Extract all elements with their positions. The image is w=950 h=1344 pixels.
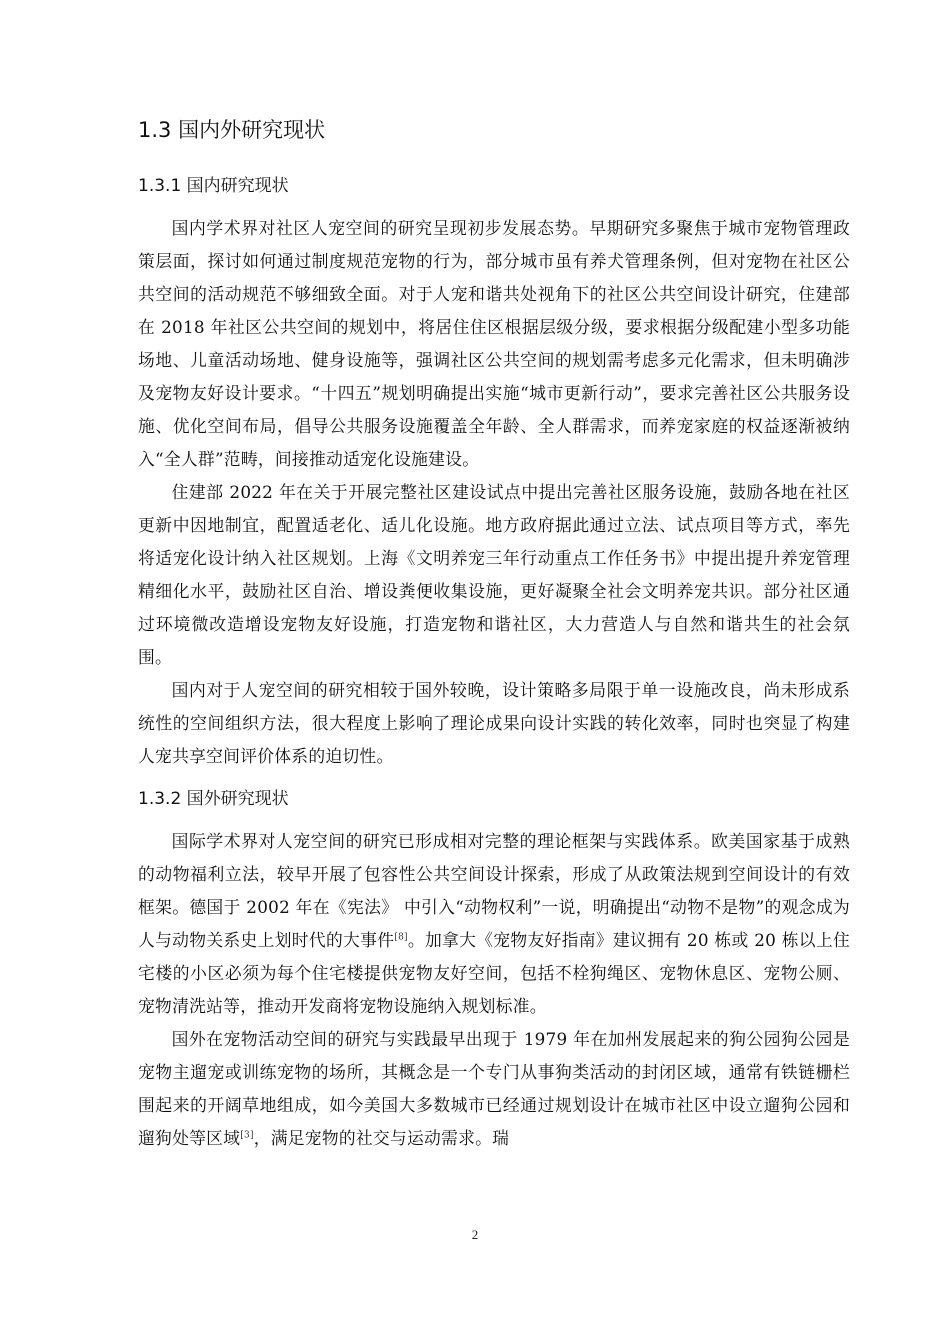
section-heading: 1.3 国内外研究现状 — [138, 118, 326, 142]
paragraph-text: 国际学术界对人宠空间的研究已形成相对完整的理论框架与实践体系。欧美国家基于成熟的动物福利立法，较早开展了包容性公共空间设计探索，形成了从政策法规到空间设计的有效框架。德国于 2002 年在《宪法》 中引入“动物权利”一说，明确提出“动物不是物”的观念成为人与动物关系史上划时代的大事件 — [138, 831, 850, 950]
citation-link[interactable]: [3] — [240, 1130, 254, 1141]
paragraph-text: ，满足宠物的社交与运动需求。瑞 — [253, 1128, 510, 1148]
paragraph-foreign-2 — [138, 1023, 850, 1155]
paragraph-foreign-1 — [138, 825, 850, 1023]
paragraph-domestic-2: 住建部 2022 年在关于开展完整社区建设试点中提出完善社区服务设施，鼓励各地在社区更新中因地制宜，配置适老化、适儿化设施。地方政府据此通过立法、试点项目等方式，率先将适宠化设计纳入社区规划。上海《文明养宠三年行动重点工作任务书》中提出提升养宠管理精细化水平，鼓励社区自治、增设粪便收集设施，更好凝聚全社会文明养宠共识。部分社区通过环境微改造增设宠物友好设施，打造宠物和谐社区，大力营造人与自然和谐共生的社会氛围。 — [138, 482, 850, 667]
paragraph-domestic-1: 国内学术界对社区人宠空间的研究呈现初步发展态势。早期研究多聚焦于城市宠物管理政策层面，探讨如何通过制度规范宠物的行为，部分城市虽有养犬管理条例，但对宠物在社区公共空间的活动规范不够细致全面。对于人宠和谐共处视角下的社区公共空间设计研究，住建部在 2018 年社区公共空间的规划中，将居住住区根据层级分级，要求根据分级配建小型多功能场地、儿童活动场地、健身设施等，强调社区公共空间的规划需考虑多元化需求，但未明确涉及宠物友好设计要求。“十四五”规划明确提出实施“城市更新行动”，要求完善社区公共服务设施、优化空间布局，倡导公共服务设施覆盖全年龄、全人群需求，而养宠家庭的权益逐渐被纳入“全人群”范畴，间接推动适宠化设施建设。 — [138, 218, 850, 469]
subsection-heading-foreign: 1.3.2 国外研究现状 — [138, 789, 289, 809]
citation-link[interactable]: [8] — [394, 932, 408, 943]
page-number: 2 — [471, 1227, 479, 1242]
paragraph-domestic-3: 国内对于人宠空间的研究相较于国外较晚，设计策略多局限于单一设施改良，尚未形成系统性的空间组织方法，很大程度上影响了理论成果向设计实践的转化效率，同时也突显了构建人宠共享空间评价体系的迫切性。 — [138, 680, 850, 766]
page-content — [138, 112, 850, 1155]
paragraph-text: 。加拿大《宠物友好指南》建议拥有 20 栋或 20 栋以上住宅楼的小区必须为每个住宅楼提供宠物友好空间，包括不栓狗绳区、宠物休息区、宠物公厕、宠物清洗站等，推动开发商将宠物设施纳入规划标准。 — [138, 930, 850, 1016]
subsection-heading-domestic: 1.3.1 国内研究现状 — [138, 176, 289, 196]
paragraph-text: 国外在宠物活动空间的研究与实践最早出现于 1979 年在加州发展起来的狗公园狗公园是宠物主遛宠或训练宠物的场所，其概念是一个专门从事狗类活动的封闭区域，通常有铁链栅栏围起来的开阔草地组成，如今美国大多数城市已经通过规划设计在城市社区中设立遛狗公园和遛狗处等区域 — [138, 1029, 850, 1148]
